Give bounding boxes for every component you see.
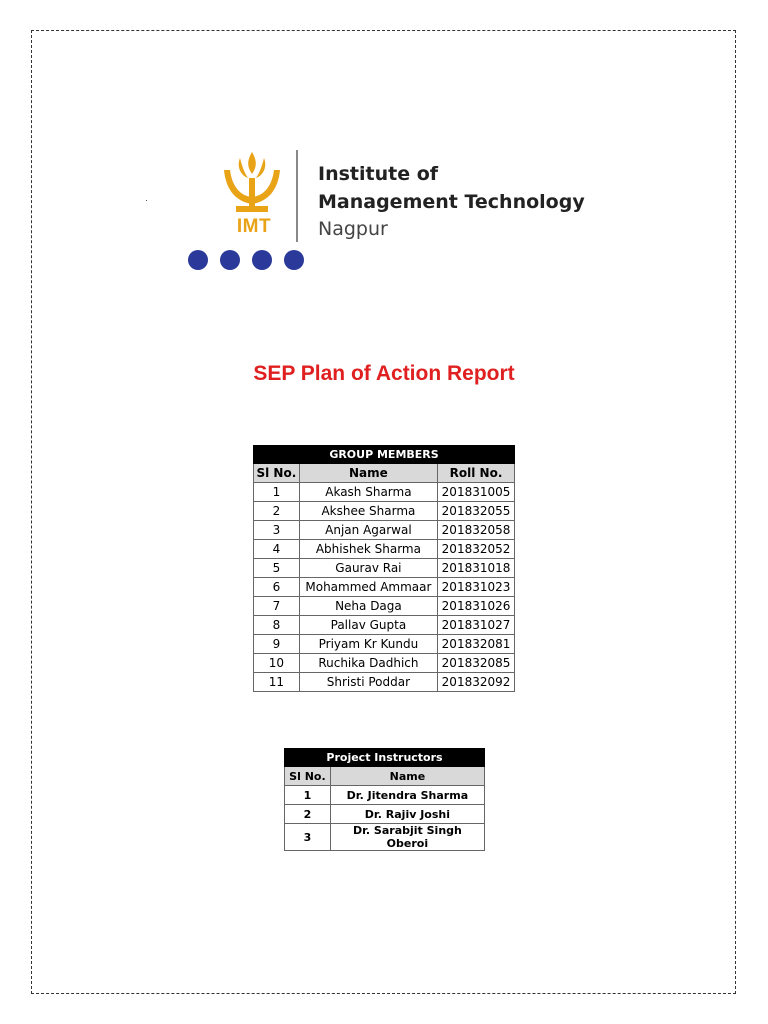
table-row: [285, 824, 485, 851]
table-row: [254, 673, 515, 692]
logo-line-3: Nagpur: [318, 218, 388, 240]
column-header-roll-no: Roll No.: [438, 464, 515, 483]
cell-sl-no: 3: [254, 521, 300, 540]
cell-name: Dr. Jitendra Sharma: [330, 786, 484, 805]
cell-sl-no: 10: [254, 654, 300, 673]
table-row: [254, 654, 515, 673]
logo-wordmark: [318, 160, 585, 242]
cell-sl-no: 8: [254, 616, 300, 635]
cell-roll-no: 201832092: [438, 673, 515, 692]
cell-name: Abhishek Sharma: [299, 540, 437, 559]
table-row: [254, 502, 515, 521]
cell-roll-no: 201831026: [438, 597, 515, 616]
table-caption: Project Instructors: [285, 749, 485, 767]
stray-mark: [146, 200, 147, 201]
cell-name: Akshee Sharma: [299, 502, 437, 521]
emblem-label: IMT: [236, 216, 272, 237]
cell-sl-no: 6: [254, 578, 300, 597]
logo-dot: [188, 250, 208, 270]
logo-dots: [188, 250, 316, 275]
table-caption: GROUP MEMBERS: [254, 446, 515, 464]
cell-name: Anjan Agarwal: [299, 521, 437, 540]
logo-dot: [252, 250, 272, 270]
group-members-table: [253, 445, 515, 692]
cell-name: Pallav Gupta: [299, 616, 437, 635]
table-row: [285, 805, 485, 824]
cell-sl-no: 1: [254, 483, 300, 502]
cell-sl-no: 4: [254, 540, 300, 559]
table-row: [254, 635, 515, 654]
cell-name: Gaurav Rai: [299, 559, 437, 578]
table-row: [254, 578, 515, 597]
institute-logo: [188, 148, 588, 278]
cell-name: Shristi Poddar: [299, 673, 437, 692]
table-row: [254, 559, 515, 578]
table-row: [254, 540, 515, 559]
cell-sl-no: 11: [254, 673, 300, 692]
cell-roll-no: 201831023: [438, 578, 515, 597]
cell-roll-no: 201832058: [438, 521, 515, 540]
cell-name: Dr. Sarabjit Singh Oberoi: [330, 824, 484, 851]
cell-sl-no: 3: [285, 824, 331, 851]
cell-sl-no: 7: [254, 597, 300, 616]
column-header-sl-no: Sl No.: [285, 767, 331, 786]
cell-name: Dr. Rajiv Joshi: [330, 805, 484, 824]
project-instructors-table: [284, 748, 485, 851]
cell-sl-no: 5: [254, 559, 300, 578]
table-row: [254, 597, 515, 616]
cell-roll-no: 201832085: [438, 654, 515, 673]
cell-sl-no: 9: [254, 635, 300, 654]
table-row: [285, 786, 485, 805]
logo-line-2: Management Technology: [318, 191, 585, 213]
cell-roll-no: 201831005: [438, 483, 515, 502]
cell-roll-no: 201832055: [438, 502, 515, 521]
cell-sl-no: 1: [285, 786, 331, 805]
logo-dot: [220, 250, 240, 270]
table-row: [254, 521, 515, 540]
cell-roll-no: 201831027: [438, 616, 515, 635]
column-header-name: Name: [299, 464, 437, 483]
cell-name: Priyam Kr Kundu: [299, 635, 437, 654]
table-row: [254, 616, 515, 635]
report-title: SEP Plan of Action Report: [253, 362, 515, 385]
logo-dot: [284, 250, 304, 270]
table-row: [254, 483, 515, 502]
cell-name: Mohammed Ammaar: [299, 578, 437, 597]
column-header-sl-no: Sl No.: [254, 464, 300, 483]
cell-roll-no: 201832052: [438, 540, 515, 559]
cell-roll-no: 201831018: [438, 559, 515, 578]
cell-sl-no: 2: [285, 805, 331, 824]
logo-line-1: Institute of: [318, 163, 439, 185]
column-header-name: Name: [330, 767, 484, 786]
cell-sl-no: 2: [254, 502, 300, 521]
cell-name: Neha Daga: [299, 597, 437, 616]
cell-name: Ruchika Dadhich: [299, 654, 437, 673]
cell-roll-no: 201832081: [438, 635, 515, 654]
cell-name: Akash Sharma: [299, 483, 437, 502]
logo-divider: [296, 150, 298, 242]
